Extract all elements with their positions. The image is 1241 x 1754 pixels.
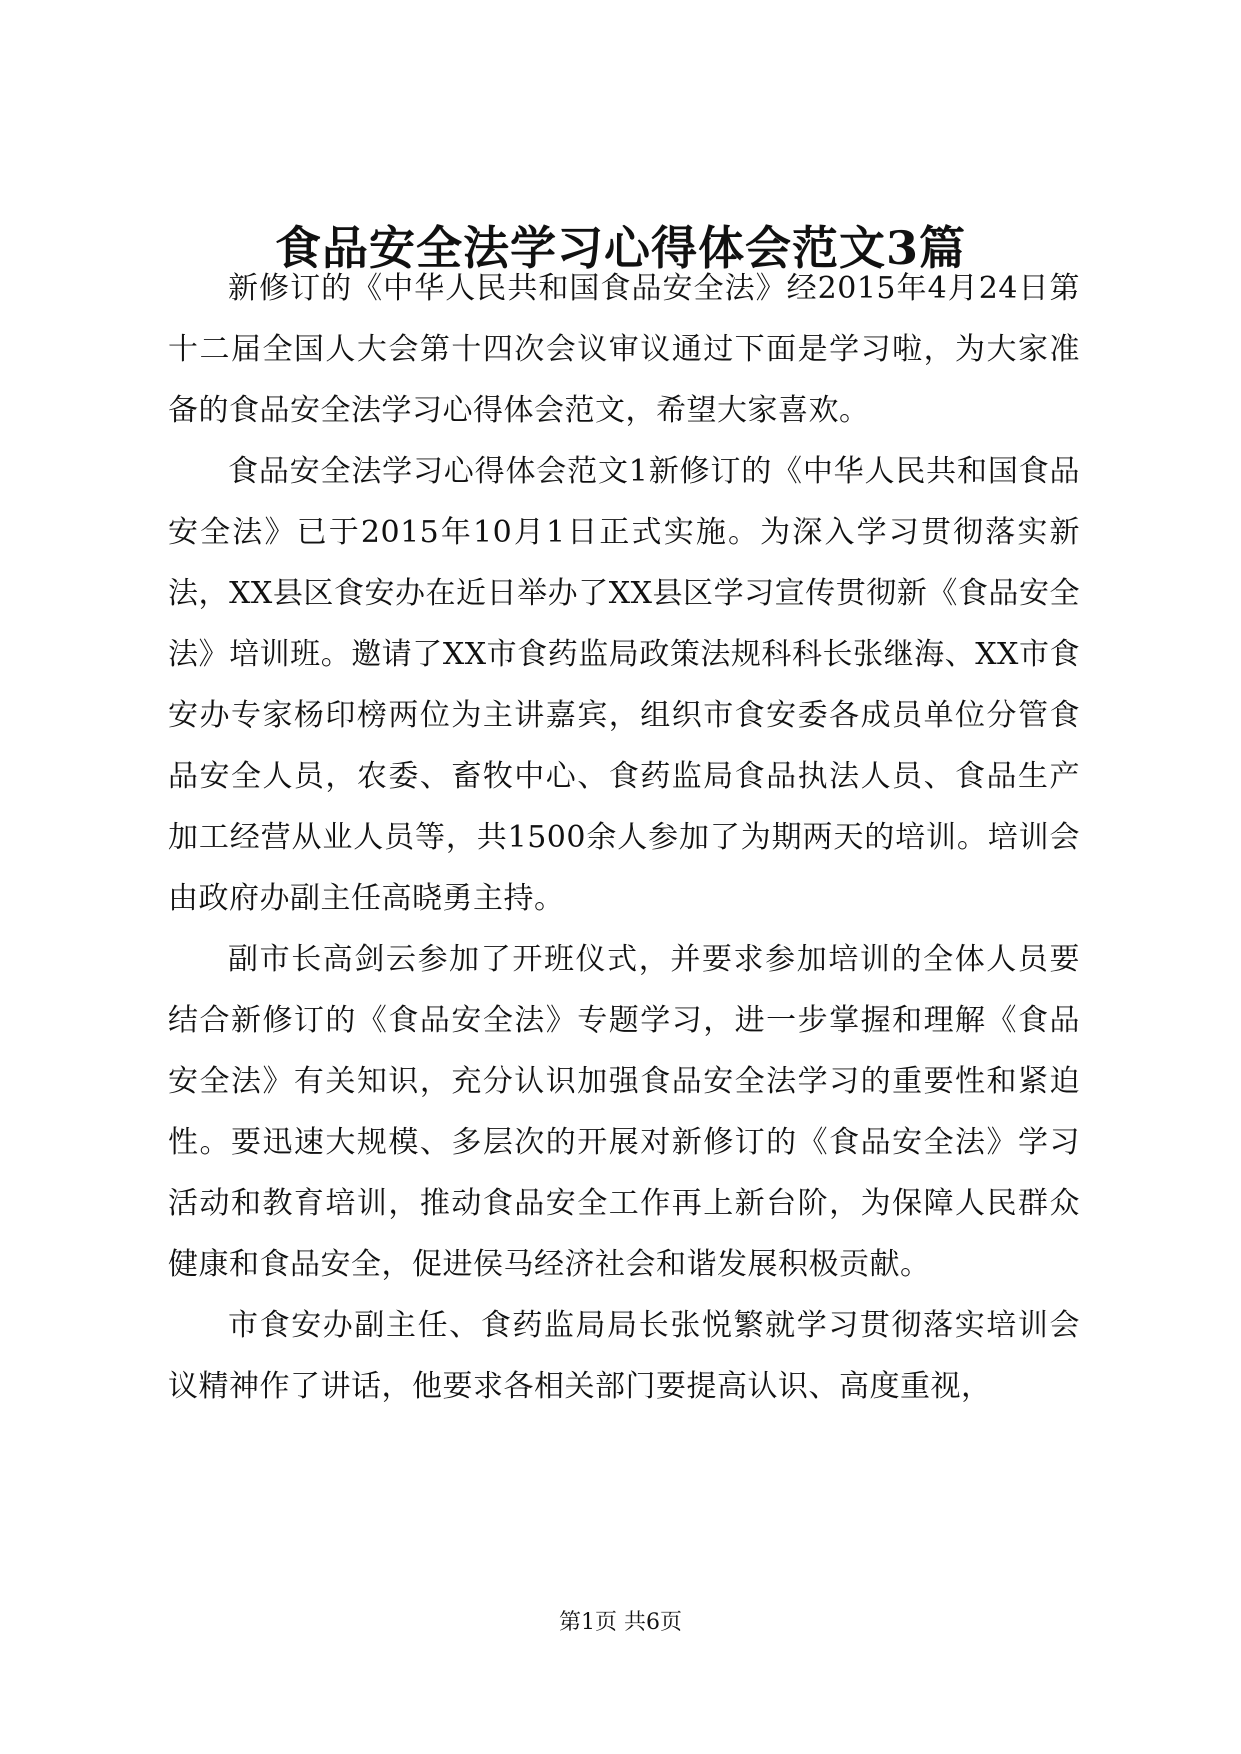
paragraph: 新修订的《中华人民共和国食品安全法》经2015年4月24日第十二届全国人大会第十四次会议审议通过下面是学习啦，为大家准备的食品安全法学习心得体会范文，希望大家喜欢。 [168, 271, 1080, 428]
page-footer [0, 1608, 1241, 1638]
page-number: 第1页 共6页 [559, 1610, 682, 1635]
document-title: 食品安全法学习心得体会范文3篇 [274, 221, 966, 275]
paragraph: 市食安办副主任、食药监局局长张悦繁就学习贯彻落实培训会议精神作了讲话，他要求各相关部门要提高认识、高度重视， [168, 1308, 1080, 1404]
paragraph: 食品安全法学习心得体会范文1新修订的《中华人民共和国食品安全法》已于2015年10月1日正式实施。为深入学习贯彻落实新法，XX县区食安办在近日举办了XX县区学习宣传贯彻新《食品安全法》培训班。邀请了XX市食药监局政策法规科科长张继海、XX市食安办专家杨印榜两位为主讲嘉宾，组织市食安委各成员单位分管食品安全人员，农委、畜牧中心、食药监局食品执法人员、食品生产加工经营从业人员等，共1500余人参加了为期两天的培训。培训会由政府办副主任高晓勇主持。 [168, 454, 1080, 916]
paragraph: 副市长高剑云参加了开班仪式，并要求参加培训的全体人员要结合新修订的《食品安全法》专题学习，进一步掌握和理解《食品安全法》有关知识，充分认识加强食品安全法学习的重要性和紧迫性。要迅速大规模、多层次的开展对新修订的《食品安全法》学习活动和教育培训，推动食品安全工作再上新台阶，为保障人民群众健康和食品安全，促进侯马经济社会和谐发展积极贡献。 [168, 942, 1080, 1282]
document-body [168, 258, 1080, 1417]
